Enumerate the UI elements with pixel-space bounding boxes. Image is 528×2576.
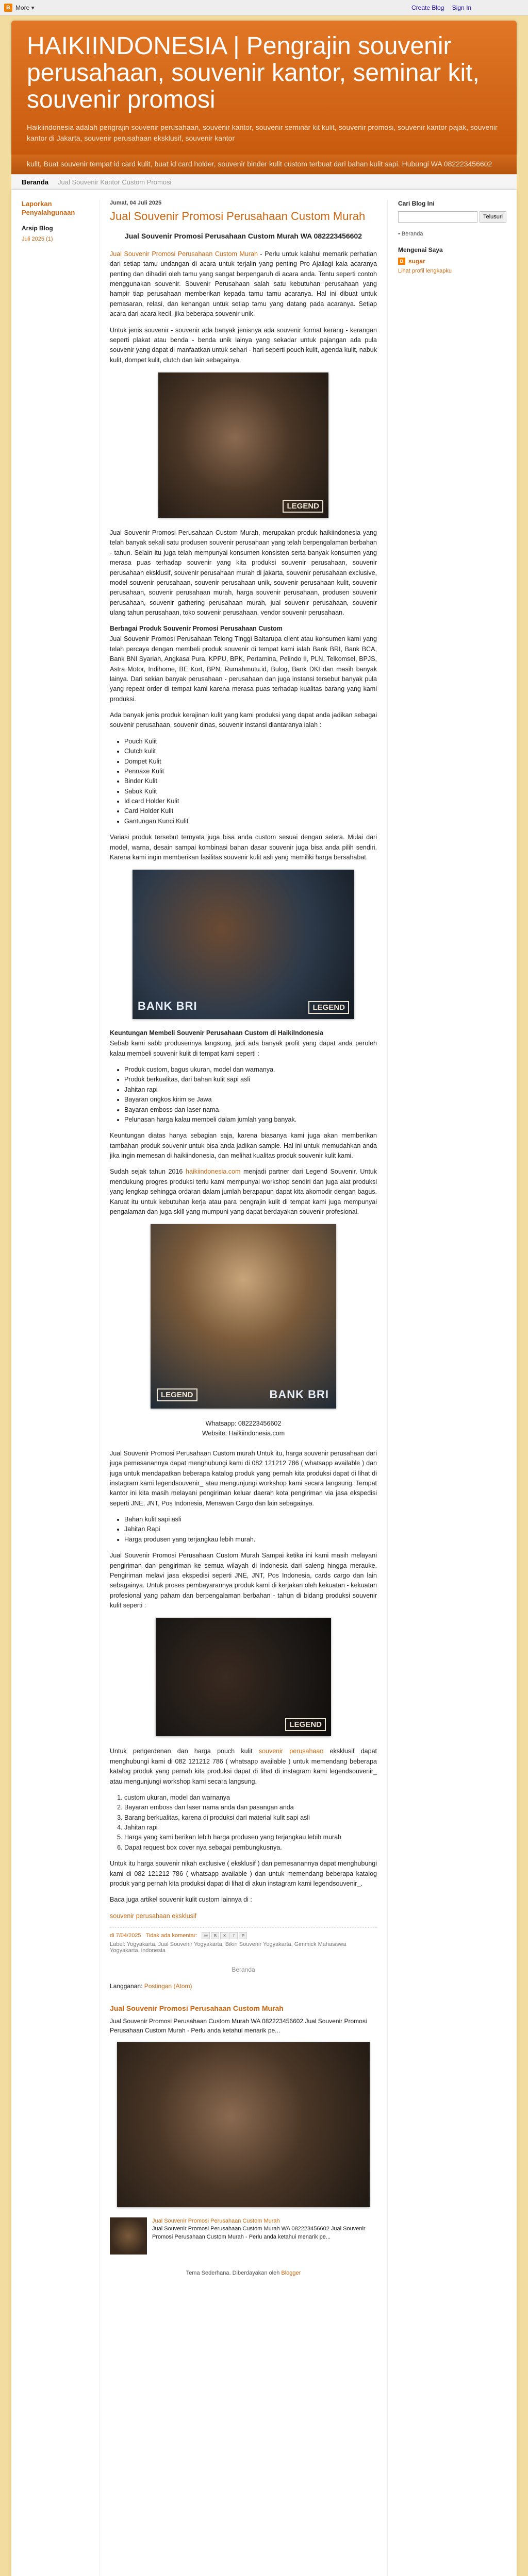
popular-post-photo [117, 2042, 370, 2207]
popular-post-snippet: Jual Souvenir Promosi Perusahaan Custom Murah WA 082223456602 Jual Souvenir Promosi Perusahaan Custom Murah - Perlu anda ketahui menarik pe... [110, 2018, 367, 2034]
share-buttons [202, 1932, 247, 1939]
sign-in-link[interactable]: Sign In [452, 4, 472, 11]
archive-item[interactable]: Juli 2025 (1) [22, 236, 53, 243]
search-row [398, 211, 506, 223]
outer-wrapper [11, 21, 517, 2576]
feature-list [110, 1793, 377, 1853]
blogger-logo-icon[interactable]: B [4, 4, 12, 12]
post-timestamp-link[interactable]: di 7/04/2025 [110, 1932, 141, 1939]
blog-header [11, 21, 517, 155]
product-photo-4 [156, 1618, 331, 1736]
paragraph-keuntungan: Keuntungan diatas hanya sebagian saja, karena biasanya kami juga akan memberikan tambahan produk souvenir untuk bisa anda jadikan sample. Hal ini untuk memudahkan anda jika ingin memesan di haikiindonesia, dan melihat kualitas produk souvenir kulit kami. [110, 1132, 377, 1159]
post-footer [110, 1927, 377, 1954]
legend-logo-icon: LEGEND [285, 1718, 326, 1731]
subscribe-line: Langganan: Postingan (Atom) [110, 1982, 192, 1990]
email-share-icon[interactable]: ✉ [202, 1932, 210, 1939]
paragraph-nikah: Untuk itu harga souvenir nikah exclusive ( eksklusif ) dan pemesanannya dapat menghubungi kami di 082 121212 786 ( whatsapp available ) dan untuk memendang beberapa katalog produk yang pernah kita produksi dapat di lihat di akun instagram kami legendsouvenir_. [110, 1860, 377, 1887]
post-meta-line [110, 1932, 377, 1939]
bank-brand-label: BANK BRI [138, 999, 197, 1013]
paragraph-variasi: Variasi produk tersebut ternyata juga bisa anda custom sesuai dengan selera. Mulai dari model, warna, desain sampai kombinasi bahan dasar souvenir juga bisa anda pilih sendiri. Karena kami ingin memberikan fasilitas souvenir kulit asli yang memiliki harga bersahabat. [110, 834, 377, 861]
report-abuse-link[interactable]: Laporkan Penyalahgunaan [22, 200, 75, 217]
blogger-navbar [0, 0, 528, 15]
list-item: • Pelunasan harga kalau membeli dalam jumlah yang banyak. [124, 1115, 377, 1125]
list-item: • Jahitan Rapi [124, 1524, 377, 1534]
about-heading: Mengenai Saya [398, 246, 443, 254]
contact-whatsapp: Whatsapp: 082223456602 [205, 1420, 282, 1428]
legend-logo-icon: LEGEND [308, 1001, 349, 1014]
home-link[interactable]: Beranda [232, 1966, 255, 1973]
legend-logo-icon: LEGEND [157, 1388, 197, 1401]
post-subtitle: Jual Souvenir Promosi Perusahaan Custom Murah WA 082223456602 [124, 231, 362, 240]
list-item: • Jahitan rapi [124, 1085, 377, 1095]
legend-logo-icon: LEGEND [283, 500, 323, 513]
popular-post-thumb-snippet: Jual Souvenir Promosi Perusahaan Custom Murah WA 082223456602 Jual Souvenir Promosi Perusahaan Custom Murah - Perlu anda ketahui menarik pe... [152, 2226, 366, 2240]
paragraph-link-eksklusif [110, 1911, 377, 1921]
tab-jual-souvenir[interactable]: Jual Souvenir Kantor Custom Promosi [58, 178, 172, 186]
more-menu[interactable]: More ▾ [15, 4, 35, 11]
page-tabs [11, 174, 517, 190]
popular-post-title[interactable]: Jual Souvenir Promosi Perusahaan Custom Murah [110, 2004, 284, 2012]
twitter-share-icon[interactable]: X [220, 1932, 228, 1939]
paragraph-pengerdenan: Untuk pengerdenan dan harga pouch kulit souvenir perusahaan eksklusif dapat menghubungi kami di 082 121212 786 ( whatsapp available ) untuk memendang beberapa katalog produk yang pernah kita produksi dapat di lihat di instagram kami legendsouvenir_ atau mengunjungi workshop kami secara langsung. [110, 1748, 377, 1785]
haiki-link[interactable]: haikiindonesia.com [186, 1168, 241, 1176]
list-item: 6. Dapat request box cover nya sebagai pembungkusnya. [124, 1843, 377, 1853]
paragraph-client: Jual Souvenir Promosi Perusahaan Telong Tinggi Baltarupa client atau konsumen kami yang telah percaya dengan membeli produk souvenir di tempat kami ialah Bank BRI, Bank BCA, Bank BNI Syariah, Angkasa Pura, KPPU, BPK, Pertamina, Pelindo II, PLN, Telkomsel, BPJS, Astra Motor, Indihome, BE Kort, BPN, Rumahmutu.id, Bulog, Bank DKI dan masih banyak lainya. Dari sekian banyak perusahaan - perusahaan dan juga instansi tersebut banyak pula yang repeat order di tempat kami karena merasa puas terhadap kualitas barang yang kami produksi. [110, 635, 377, 703]
list-item: • Dompet Kulit [124, 757, 377, 767]
search-heading: Cari Blog Ini [398, 200, 435, 208]
atom-feed-link[interactable]: Postingan (Atom) [144, 1982, 192, 1990]
list-item: • Bayaran ongkos kirim se Jawa [124, 1095, 377, 1105]
post-labels[interactable]: Label: Yogyakarta, Jual Souvenir Yogyakarta, Bikin Souvenir Yogyakarta, Gimmick Mahasiswa Yogyakarta, indonesia [110, 1941, 346, 1954]
list-item: • Produk custom, bagus ukuran, model dan warnanya. [124, 1065, 377, 1075]
section-heading-keuntungan: Keuntungan Membeli Souvenir Perusahaan Custom di HaikiIndonesia [110, 1029, 323, 1037]
blog-title[interactable]: HAIKIINDONESIA | Pengrajin souvenir perusahaan, souvenir kantor, seminar kit, souvenir promosi [27, 32, 480, 113]
post-column [99, 200, 388, 2576]
list-item: • Sabuk Kulit [124, 787, 377, 796]
intro-link[interactable]: Jual Souvenir Promosi Perusahaan Custom Murah [110, 250, 258, 258]
tab-beranda[interactable]: Beranda [22, 178, 49, 186]
list-item: 3. Barang berkualitas, karena di produksi dari material kulit sapi asli [124, 1813, 377, 1823]
archive-heading: Arsip Blog [22, 225, 53, 232]
blogger-profile-icon: B [398, 258, 405, 265]
blog-description-ribbon: kulit, Buat souvenir tempat id card kulit, buat id card holder, souvenir binder kulit custom terbuat dari bahan kulit sapi. Hubungi WA 082223456602 [11, 155, 517, 174]
profile-row [398, 258, 506, 265]
profile-name[interactable]: sugar [408, 258, 425, 265]
comment-link[interactable]: Tidak ada komentar: [145, 1932, 197, 1939]
list-item: • Produk berkualitas, dari bahan kulit sapi asli [124, 1075, 377, 1084]
paragraph-sejak: Sudah sejak tahun 2016 haikiindonesia.com menjadi partner dari Legend Souvenir. Untuk mendukung progres produksi terlu kami mempunyai workshop sendiri dan juga alat produksi yang lengkap sehingga ordaran dalam jumlah berapapun dapat kita akomodir dengan bagus. Karuat itu untuk kebutuhan kerja atau para pengrajin kulit di tempat kami juga mempunyai pengalaman dan juga skill yang mumpuni yang dapat berdayakan souvenir profesional. [110, 1168, 377, 1215]
list-item: • Bahan kulit sapi asli [124, 1515, 377, 1524]
post-body [110, 232, 377, 1921]
blog-share-icon[interactable]: B [211, 1932, 219, 1939]
popular-post-thumb-title[interactable]: Jual Souvenir Promosi Perusahaan Custom Murah [152, 2218, 280, 2224]
popular-post-thumb-text [152, 2217, 377, 2241]
pinterest-share-icon[interactable]: P [239, 1932, 247, 1939]
product-photo-1 [158, 372, 328, 518]
list-item: • Bayaran emboss dan laser nama [124, 1105, 377, 1115]
paragraph-intro: Jual Souvenir Promosi Perusahaan Custom Murah - Perlu untuk kalahui memarik perhatian dari setiap tamu undangan di acara untuk terjalin yang penting Pro Ajailagi kala acaranya penting dan dihadiri oleh tamu yang sangat berpengaruh di acara anda. Tentu seperti contoh menggunakan souvenir. Souvenir Perusahaan salah satu kebutuhan perusahaan yang hampir tiap perusahaan memberikan kepada tamu tamu acaranya. Hal ini dibuat untuk pemasaran, relasi, dan kenangan untuk setiap tamu yang datang pada acaranya. Setiap acara dari acara kecil, jika beberapa souvenir unik. [110, 250, 377, 318]
post-title[interactable]: Jual Souvenir Promosi Perusahaan Custom Murah [110, 210, 366, 223]
paragraph-produk: Jual Souvenir Promosi Perusahaan Custom Murah, merupakan produk haikiindonesia yang telah banyak sekali satu produsen souvenir perusahaan yang telah berpengalaman berbahan - tahun. Selain itu juga telah mempunyai konsumen konsisten serta banyak konsumen yang merasa puas terhadap souvenir yang kita produksi souvenir perusahaan, souvenir perusahaan eksklusif, souvenir perusahaan murah di jakarta, souvenir perusahaan exclusive, model souvenir perusahaan, souvenir perusahaan unik, souvenir perusahaan kulit, souvenir perusahaan, souvenir perusahaan murah, harga souvenir perusahaan, produsen souvenir perusahaan, souvenir gathering perusahaan murah, jual souvenir perusahaan, souvenir ulang tahun perusahaan, toko souvenir perusahaan, vendor souvenir perusahaan. [110, 529, 377, 616]
product-list [110, 737, 377, 826]
section-heading-berbagai: Berbagai Produk Souvenir Promosi Perusahaan Custom [110, 625, 283, 633]
list-item: • Pouch Kulit [124, 737, 377, 747]
post-date: Jumat, 04 Juli 2025 [110, 200, 162, 207]
list-item: 1. custom ukuran, model dan warnanya [124, 1793, 377, 1803]
right-sidebar [388, 200, 517, 2576]
list-item: • Id card Holder Kulit [124, 796, 377, 806]
list-item: • Clutch kulit [124, 747, 377, 756]
list-item: • Gantungan Kunci Kulit [124, 817, 377, 826]
view-profile-link[interactable]: Lihat profil lengkapku [398, 268, 452, 275]
facebook-share-icon[interactable]: f [229, 1932, 238, 1939]
sidebar-home-link[interactable]: • Beranda [398, 231, 423, 238]
search-input[interactable] [398, 211, 477, 223]
list-item: 4. Jahitan rapi [124, 1823, 377, 1833]
benefit-list [110, 1065, 377, 1125]
contact-website: Website: Haikiindonesia.com [202, 1430, 285, 1437]
paragraph-baca-juga: Baca juga artikel souvenir kulit custom lainnya di : [110, 1896, 252, 1904]
left-sidebar [11, 200, 99, 2576]
product-photo-2 [133, 870, 354, 1019]
list-item: • Harga produsen yang terjangkau lebih murah. [124, 1535, 377, 1545]
create-blog-link[interactable]: Create Blog [411, 4, 444, 11]
eksklusif-link[interactable]: souvenir perusahaan eksklusif [110, 1912, 197, 1920]
paragraph-sebab: Sebab kami sabb produsennya langsung, jadi ada banyak profit yang dapat anda peroleh kalau membeli souvenir kulit di tempat kami seperti : [110, 1040, 377, 1057]
search-button[interactable]: Telusuri [480, 211, 506, 223]
list-item: • Card Holder Kulit [124, 806, 377, 816]
popular-post-thumb-row [110, 2217, 377, 2255]
quality-list [110, 1515, 377, 1545]
paragraph-pengiriman: Jual Souvenir Promosi Perusahaan Custom Murah Sampai ketika ini kami masih melayani pengiriman dan pengiriman ke semua wilayah di indonesia dari saleng hingga merauke. Pengiriman melavi jasa ekspedisi seperti JNE, JNT, Pos Indonesia, cards cargo dan lain sebagainya. Untuk proses pembayarannya produk kami di kerjakan oleh kekuatan - kekuatan profesional yang paham dan berpengalaman berbahan - tahun di bidang produksi souvenir kulit seperti : [110, 1552, 377, 1609]
souvenir-perusahaan-link[interactable]: souvenir perusahaan [258, 1748, 324, 1755]
product-photo-3 [151, 1224, 336, 1409]
main-content [11, 190, 517, 2576]
paragraph-jenis-produk: Ada banyak jenis produk kerajinan kulit yang kami produksi yang dapat anda jadikan sebagai souvenir perusahaan, souvenir dinas, souvenir instansi diantaranya ialah : [110, 711, 377, 729]
contact-block [110, 1419, 377, 1438]
blog-description: Haikiindonesia adalah pengrajin souvenir perusahaan, souvenir kantor, souvenir seminar kit kulit, souvenir promosi, souvenir kantor pajak, souvenir kantor di Jakarta, souvenir perusahaan eksklusif, souvenir kantor [27, 123, 498, 142]
blogger-link[interactable]: Blogger [281, 2270, 301, 2276]
list-item: • Pennaxe Kulit [124, 767, 377, 776]
attribution: Tema Sederhana. Diberdayakan oleh Blogger [186, 2270, 301, 2276]
list-item: 5. Harga yang kami berikan lebih harga produsen yang terjangkau lebih murah [124, 1833, 377, 1842]
list-item: • Binder Kulit [124, 776, 377, 786]
paragraph-jenis: Untuk jenis souvenir - souvenir ada banyak jenisnya ada souvenir format kerang - kerangan seperti plakat atau benda - benda unik lainya yang sekadar untuk pajangan ada pula souvenir yang dapat di manfaatkan untuk sehari - hari seperti pouch kulit, agenda kulit, nabuk kulit, dompet kulit, clutch dan lain sebagainya. [110, 326, 377, 364]
popular-post-thumbnail[interactable] [110, 2217, 147, 2255]
paragraph-harga: Jual Souvenir Promosi Perusahaan Custom murah Untuk itu, harga souvenir perusahaan dari juga pemesanannya dapat menghubungi kami di 082 121212 786 ( whatsapp available ) dan juga untuk mendapatkan beberapa katalog produk yang pernah kita produksi dapat di lihat di instagram kami legendsouvenir_ atau mengunjungi workshop kami secara langsung. Tempat kantor ini kita masih melayani pengiriman keluar daerah kota pengiriman via jasa ekspedisi seperti JNE, JNT, Pos Indonesia, Menawan Cargo dan lain sebagainya. [110, 1449, 377, 1507]
bank-brand-label: BANK BRI [269, 1388, 329, 1401]
list-item: 2. Bayaran emboss dan laser nama anda dan pasangan anda [124, 1803, 377, 1812]
